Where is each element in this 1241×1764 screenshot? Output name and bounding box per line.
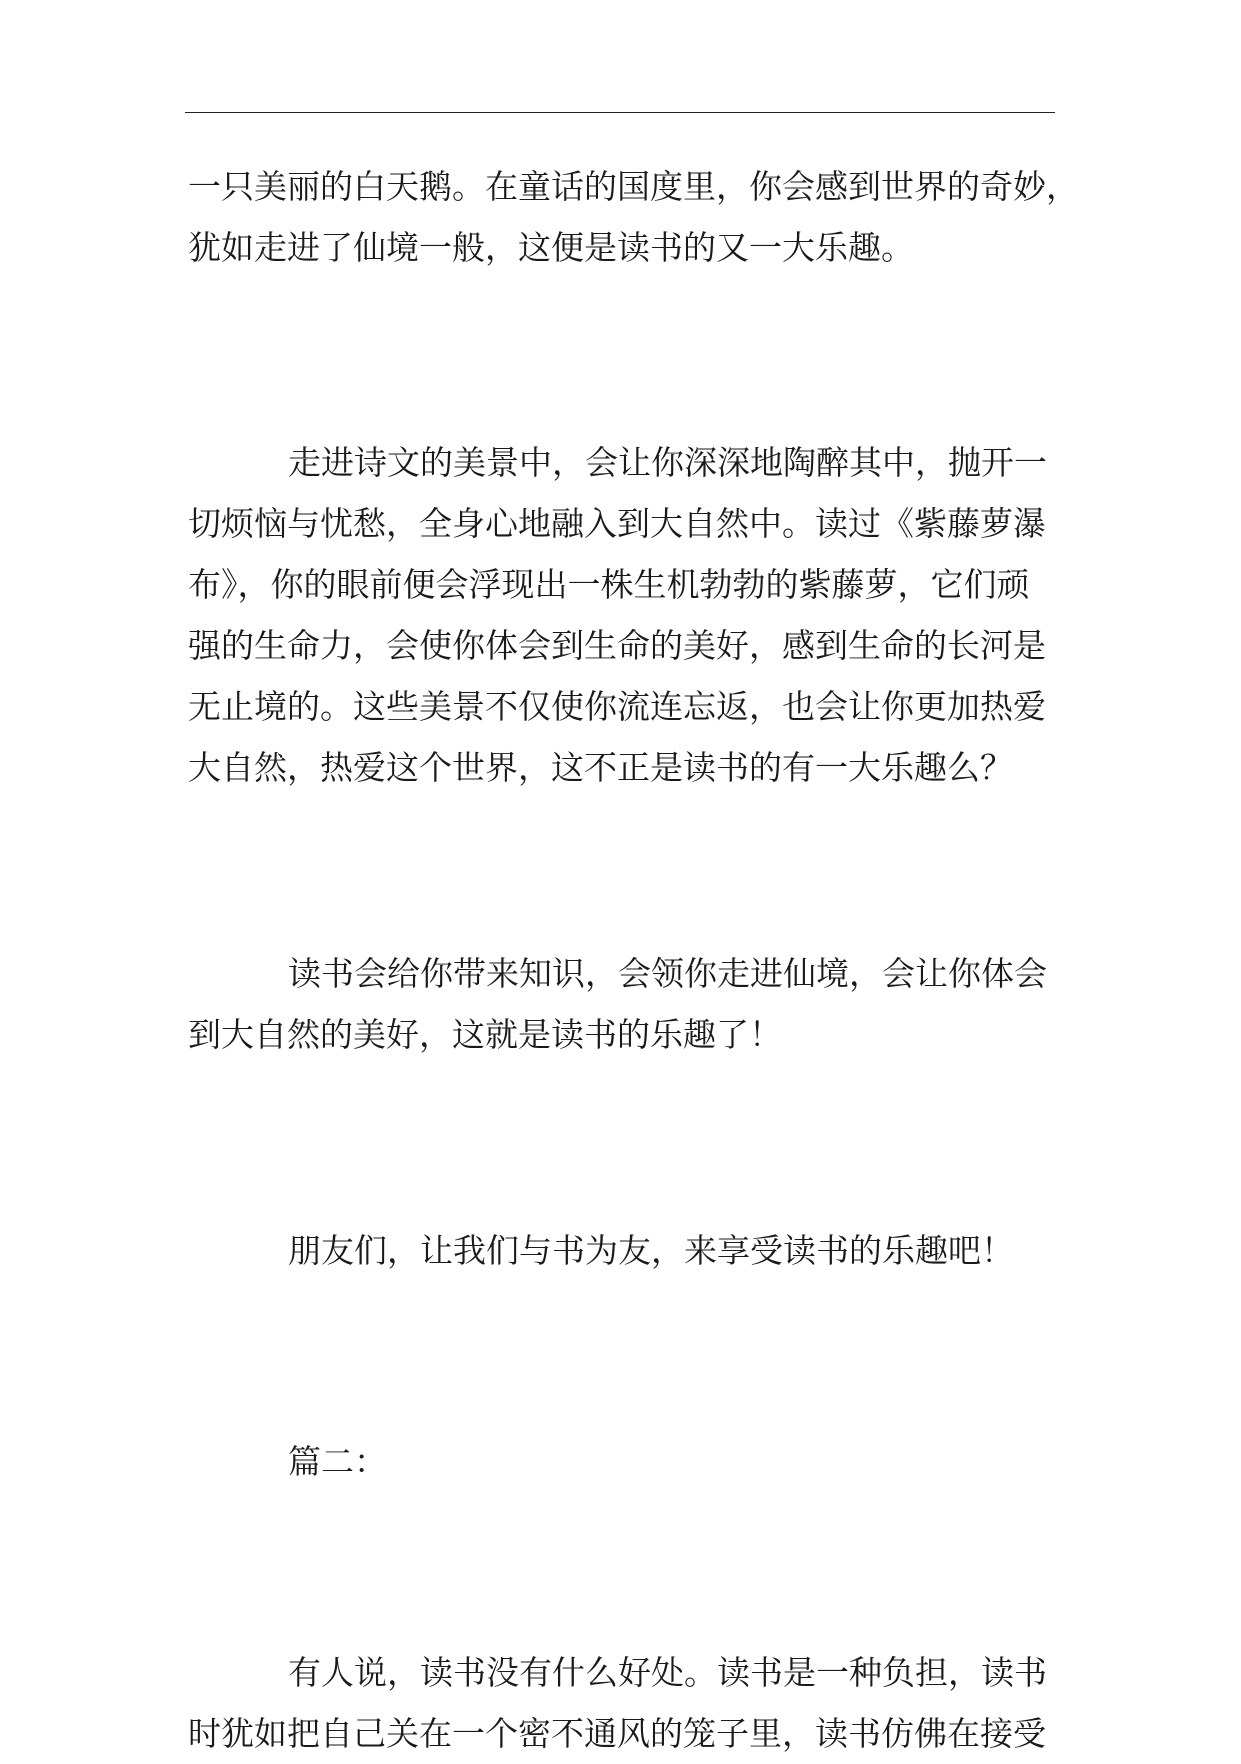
text-line: 一只美丽的白天鹅。在童话的国度里，你会感到世界的奇妙， bbox=[188, 167, 1079, 206]
text-line: 读书会给你带来知识，会领你走进仙境，会让你体会 bbox=[288, 954, 1047, 993]
paragraph bbox=[188, 1642, 1056, 1764]
paragraph bbox=[188, 156, 1079, 278]
paragraph bbox=[188, 432, 1056, 798]
text-line: 朋友们，让我们与书为友，来享受读书的乐趣吧！ bbox=[288, 1231, 1014, 1270]
header-rule bbox=[185, 112, 1055, 113]
text-line: 到大自然的美好，这就是读书的乐趣了！ bbox=[188, 1015, 782, 1054]
paragraph-spacer bbox=[188, 278, 1056, 432]
text-line: 强的生命力，会使你体会到生命的美好，感到生命的长河是 bbox=[188, 626, 1046, 665]
text-line: 布》，你的眼前便会浮现出一株生机勃勃的紫藤萝，它们顽 bbox=[188, 565, 1030, 604]
paragraph-spacer bbox=[188, 798, 1056, 943]
text-line: 篇二： bbox=[288, 1442, 387, 1481]
paragraph bbox=[188, 1220, 1056, 1281]
text-line: 无止境的。这些美景不仅使你流连忘返，也会让你更加热爱 bbox=[188, 687, 1046, 726]
paragraph-spacer bbox=[188, 1281, 1056, 1431]
text-line: 时犹如把自己关在一个密不通风的笼子里，读书仿佛在接受 bbox=[188, 1714, 1046, 1753]
section-heading bbox=[188, 1431, 1056, 1492]
text-line: 走进诗文的美景中，会让你深深地陶醉其中，抛开一 bbox=[288, 443, 1047, 482]
document-body bbox=[188, 156, 1079, 1764]
paragraph bbox=[188, 943, 1056, 1065]
paragraph-spacer bbox=[188, 1065, 1056, 1220]
text-line: 大自然，热爱这个世界，这不正是读书的有一大乐趣么？ bbox=[188, 748, 1013, 787]
paragraph-spacer bbox=[188, 1492, 1056, 1642]
text-line: 有人说，读书没有什么好处。读书是一种负担，读书 bbox=[288, 1653, 1047, 1692]
text-line: 切烦恼与忧愁，全身心地融入到大自然中。读过《紫藤萝瀑 bbox=[188, 504, 1046, 543]
text-line: 犹如走进了仙境一般，这便是读书的又一大乐趣。 bbox=[188, 228, 914, 267]
